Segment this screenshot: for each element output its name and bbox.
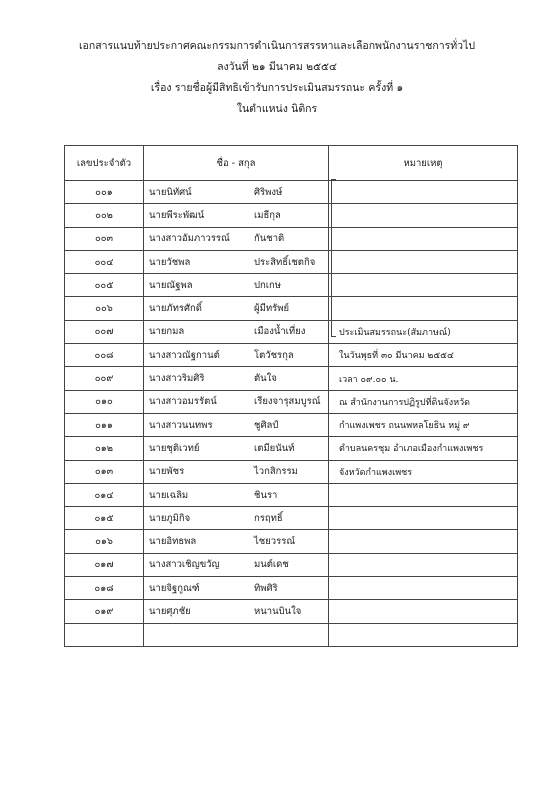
cell-remark [329, 367, 518, 390]
cell-name [144, 577, 329, 600]
cell-name [144, 297, 329, 320]
cell-id: ๐๐๒ [65, 204, 144, 227]
cell-name [144, 181, 329, 204]
cell-remark [329, 181, 518, 204]
cell-remark [329, 297, 518, 320]
remark-bracket [331, 179, 336, 337]
last-name: ตันใจ [254, 373, 277, 385]
table-row [65, 413, 518, 436]
first-name: นางสาวอมรรัตน์ [149, 396, 217, 408]
cell-remark [329, 507, 518, 530]
last-name: โตวัชรกุล [254, 349, 294, 361]
cell-name [144, 344, 329, 367]
table-row [65, 530, 518, 553]
table-row [65, 367, 518, 390]
cell-name [144, 274, 329, 297]
first-name: นายวัชพล [149, 256, 191, 268]
cell-id: ๐๑๐ [65, 390, 144, 413]
cell-id [65, 623, 144, 646]
first-name: นายชุติเวทย์ [149, 442, 200, 454]
cell-id: ๐๑๓ [65, 460, 144, 483]
last-name: เมธีกุล [254, 209, 281, 221]
cell-name [144, 460, 329, 483]
cell-id: ๐๑๖ [65, 530, 144, 553]
last-name: หนานบินใจ [254, 605, 302, 617]
last-name: มนต์เดช [254, 559, 289, 571]
cell-remark [329, 204, 518, 227]
header-title: เอกสารแนบท้ายประกาศคณะกรรมการดำเนินการสรรหาและเลือกพนักงานราชการทั่วไป [78, 40, 476, 52]
cell-id: ๐๐๙ [65, 367, 144, 390]
cell-id: ๐๐๔ [65, 250, 144, 273]
cell-remark [329, 320, 518, 343]
table-row [65, 320, 518, 343]
first-name: นายณัฐพล [149, 279, 193, 291]
remark-text [329, 560, 339, 570]
first-name: นางสาวณัฐกานต์ [149, 349, 220, 361]
table-row [65, 553, 518, 576]
cell-id: ๐๐๘ [65, 344, 144, 367]
column-header-id: เลขประจำตัว [65, 146, 144, 181]
column-header-name: ชื่อ - สกุล [144, 146, 329, 181]
last-name: กันชาติ [254, 233, 285, 245]
remark-text [329, 514, 339, 524]
last-name: ไวกสิกรรม [254, 466, 298, 478]
table-row [65, 507, 518, 530]
column-header-remark: หมายเหตุ [329, 146, 518, 181]
remark-text: เวลา ๐๙.๐๐ น. [339, 374, 399, 385]
remark-text [329, 584, 339, 594]
cell-remark [329, 274, 518, 297]
cell-id: ๐๑๘ [65, 577, 144, 600]
cell-name [144, 320, 329, 343]
cell-id: ๐๐๖ [65, 297, 144, 320]
last-name: ทิพศิริ [254, 582, 278, 594]
cell-remark [329, 437, 518, 460]
cell-name [144, 483, 329, 506]
first-name: นายอิทธพล [149, 536, 197, 548]
first-name: นายภัทรศักดิ์ [149, 303, 202, 315]
cell-id: ๐๐๓ [65, 227, 144, 250]
table-row [65, 460, 518, 483]
remark-text: ในวันพุธที่ ๓๐ มีนาคม ๒๕๕๔ [339, 351, 454, 362]
cell-remark [329, 250, 518, 273]
cell-name [144, 227, 329, 250]
cell-id: ๐๐๑ [65, 181, 144, 204]
candidate-table [64, 145, 518, 647]
cell-remark [329, 623, 518, 646]
cell-remark [329, 483, 518, 506]
table-row [65, 437, 518, 460]
table-row [65, 483, 518, 506]
document-header [0, 36, 554, 120]
cell-name [144, 437, 329, 460]
cell-id: ๐๑๙ [65, 600, 144, 623]
cell-id: ๐๐๕ [65, 274, 144, 297]
table-body [65, 181, 518, 647]
remark-text: กำแพงเพชร ถนนพหลโยธิน หมู่ ๙ [339, 421, 470, 432]
cell-id: ๐๐๗ [65, 320, 144, 343]
first-name: นายจิฐกูณฑ์ [149, 582, 200, 594]
first-name: นางสาวริมศิริ [149, 373, 205, 385]
cell-remark [329, 344, 518, 367]
table-row [65, 250, 518, 273]
first-name: นายเฉลิม [149, 489, 189, 501]
cell-name [144, 553, 329, 576]
table-row [65, 577, 518, 600]
remark-text: จังหวัดกำแพงเพชร [339, 467, 413, 478]
header-date: ลงวันที่ ๒๑ มีนาคม ๒๕๕๔ [217, 61, 337, 73]
cell-name [144, 204, 329, 227]
cell-name [144, 530, 329, 553]
cell-id: ๐๑๕ [65, 507, 144, 530]
remark-text: ประเมินสมรรถนะ(สัมภาษณ์) [339, 327, 451, 338]
cell-remark [329, 227, 518, 250]
table-row [65, 227, 518, 250]
remark-text [329, 491, 339, 501]
cell-remark [329, 460, 518, 483]
last-name: ศิริพงษ์ [254, 186, 283, 198]
cell-remark [329, 530, 518, 553]
table-row [65, 274, 518, 297]
first-name: นายพีระพัฒน์ [149, 209, 205, 221]
last-name: ชินรา [254, 489, 278, 501]
table-header-row [65, 146, 518, 181]
last-name: ปกเกษ [254, 279, 282, 291]
last-name: ไชยวรรณ์ [254, 536, 296, 548]
header-subject: เรื่อง รายชื่อผู้มีสิทธิเข้ารับการประเมินสมรรถนะ ครั้งที่ ๑ [150, 82, 404, 94]
last-name: กรฤทธิ์ [254, 512, 283, 524]
table-row [65, 390, 518, 413]
remark-text: ณ สำนักงานการปฏิรูปที่ดินจังหวัด [339, 397, 471, 408]
first-name: นางสาวอัมภาวรรณ์ [149, 233, 230, 245]
last-name: เรียงจารุสมบูรณ์ [254, 396, 321, 408]
cell-remark [329, 413, 518, 436]
remark-text: ตำบลนครชุม อำเภอเมืองกำแพงเพชร [339, 444, 484, 455]
last-name: ประสิทธิ์เชตกิจ [254, 256, 316, 268]
cell-remark [329, 600, 518, 623]
first-name: นายศุภชัย [149, 605, 191, 617]
last-name: เมืองน้ำเที่ยง [254, 326, 306, 338]
cell-name [144, 507, 329, 530]
table-row [65, 204, 518, 227]
cell-id: ๐๑๔ [65, 483, 144, 506]
first-name: นายพัชร [149, 466, 185, 478]
cell-name [144, 250, 329, 273]
cell-name [144, 413, 329, 436]
cell-id: ๐๑๑ [65, 413, 144, 436]
last-name: เตมียนันท์ [254, 442, 295, 454]
cell-name [144, 390, 329, 413]
last-name: ชูศิลป์ [254, 419, 279, 431]
table-row [65, 297, 518, 320]
cell-id: ๐๑๒ [65, 437, 144, 460]
remark-text [329, 607, 339, 617]
cell-id: ๐๑๗ [65, 553, 144, 576]
cell-name [144, 600, 329, 623]
last-name: ผู้มีทรัพย์ [254, 303, 290, 315]
cell-name [144, 623, 329, 646]
remark-text [329, 630, 339, 640]
cell-remark [329, 577, 518, 600]
first-name: นางสาวเชิญขวัญ [149, 559, 220, 571]
cell-remark [329, 553, 518, 576]
cell-remark [329, 390, 518, 413]
table-row [65, 181, 518, 204]
remark-text [329, 537, 339, 547]
header-position: ในตำแหน่ง นิติกร [236, 103, 318, 115]
first-name: นายกมล [149, 326, 185, 338]
table-row [65, 623, 518, 646]
first-name: นายนิทัศน์ [149, 186, 192, 198]
first-name: นายภูมิกิจ [149, 512, 191, 524]
table-row [65, 600, 518, 623]
table-row [65, 344, 518, 367]
first-name: นางสาวนนทพร [149, 419, 213, 431]
cell-name [144, 367, 329, 390]
